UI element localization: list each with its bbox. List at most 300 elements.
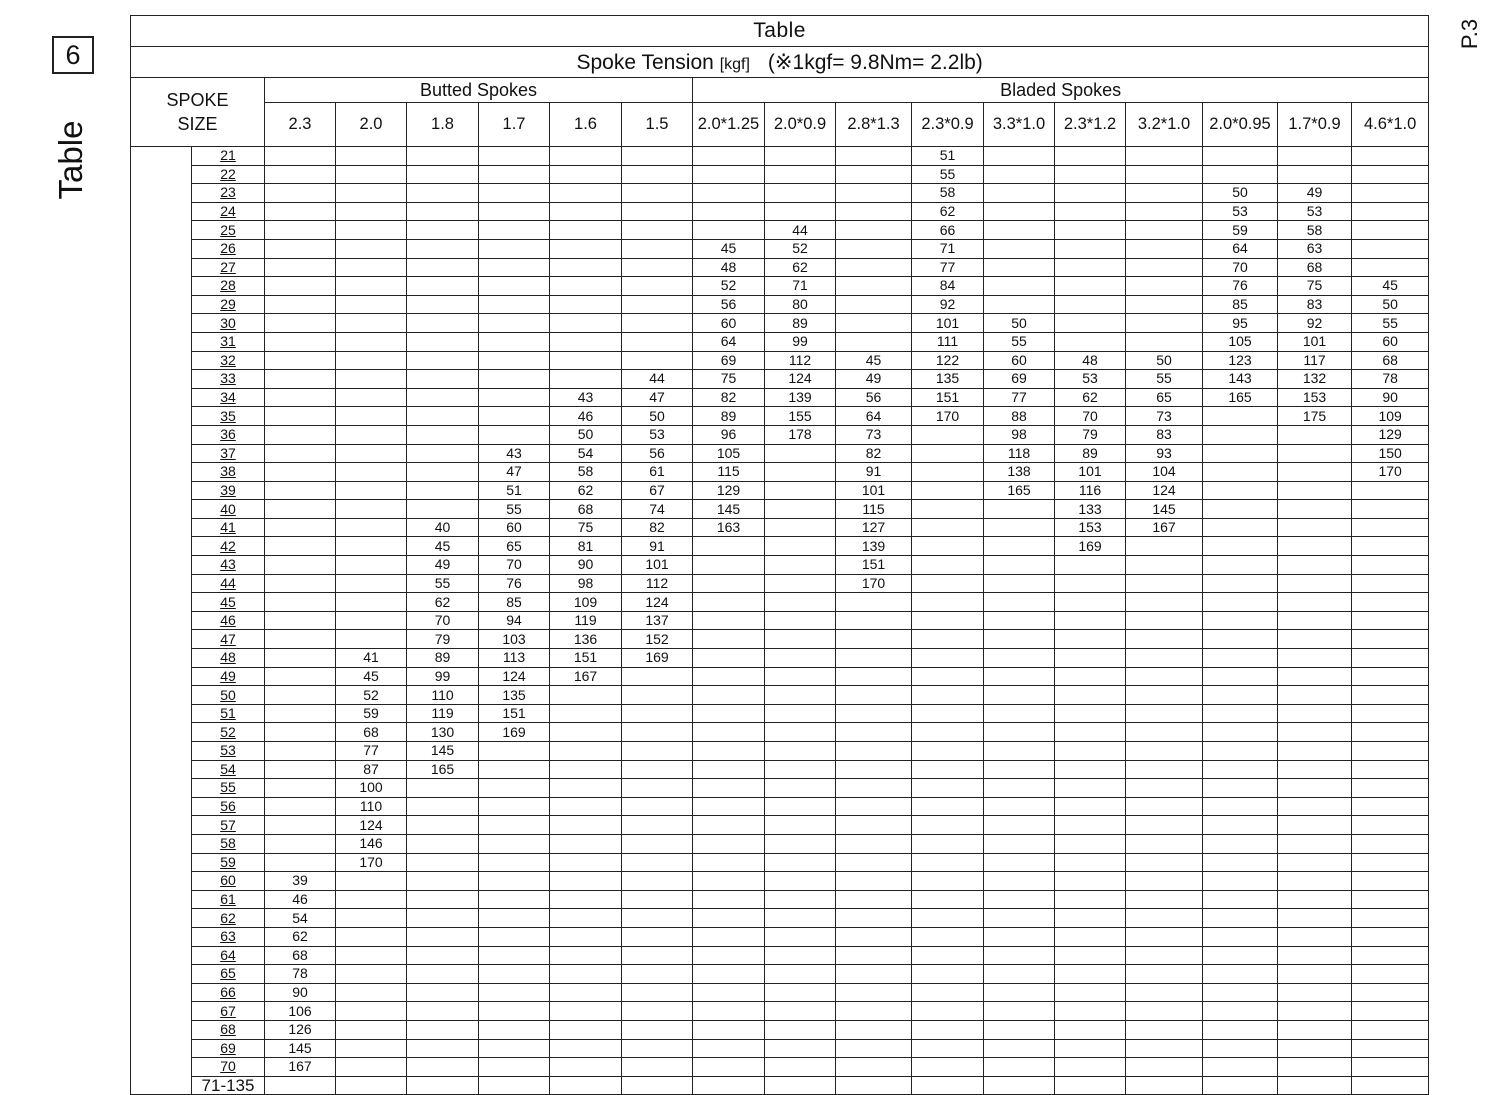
tension-cell bbox=[1352, 593, 1429, 612]
tension-cell bbox=[1203, 872, 1278, 891]
tension-cell bbox=[1278, 574, 1352, 593]
tension-cell bbox=[765, 1039, 836, 1058]
tension-cell bbox=[550, 295, 622, 314]
tension-cell bbox=[1055, 853, 1126, 872]
tension-cell: 62 bbox=[912, 202, 984, 221]
table-row bbox=[131, 797, 1429, 816]
tension-cell bbox=[407, 407, 479, 426]
tension-cell bbox=[1203, 890, 1278, 909]
measured-reading-cell: 29 bbox=[192, 295, 265, 314]
tension-cell bbox=[693, 574, 765, 593]
tension-cell bbox=[836, 258, 912, 277]
measured-reading-cell: 48 bbox=[192, 649, 265, 668]
tension-cell bbox=[1278, 909, 1352, 928]
tension-cell bbox=[912, 704, 984, 723]
tension-cell bbox=[265, 742, 336, 761]
tension-cell bbox=[765, 574, 836, 593]
tension-cell bbox=[912, 444, 984, 463]
tension-cell bbox=[550, 1039, 622, 1058]
tension-cell: 135 bbox=[912, 370, 984, 389]
tension-cell bbox=[1055, 779, 1126, 798]
spoke-size-column-header: 2.3*0.9 bbox=[912, 103, 984, 147]
tension-cell bbox=[1278, 667, 1352, 686]
tension-cell bbox=[1278, 1039, 1352, 1058]
table-title: Table bbox=[131, 16, 1429, 47]
tension-cell bbox=[407, 890, 479, 909]
tension-cell: 52 bbox=[336, 686, 407, 705]
tension-cell bbox=[336, 518, 407, 537]
tension-cell bbox=[912, 1020, 984, 1039]
tension-cell bbox=[1203, 742, 1278, 761]
tension-cell bbox=[1352, 184, 1429, 203]
measured-reading-cell: 60 bbox=[192, 872, 265, 891]
tension-cell bbox=[265, 630, 336, 649]
table-row bbox=[131, 351, 1429, 370]
tension-cell bbox=[1055, 909, 1126, 928]
tension-cell bbox=[1352, 481, 1429, 500]
tension-cell: 77 bbox=[984, 388, 1055, 407]
tension-cell: 167 bbox=[265, 1058, 336, 1077]
tension-cell bbox=[479, 816, 550, 835]
tension-cell bbox=[1203, 537, 1278, 556]
tension-cell: 56 bbox=[622, 444, 693, 463]
tension-cell: 117 bbox=[1278, 351, 1352, 370]
tension-cell bbox=[479, 165, 550, 184]
tension-cell bbox=[622, 351, 693, 370]
tension-cell: 170 bbox=[836, 574, 912, 593]
measured-reading-cell: 63 bbox=[192, 927, 265, 946]
tension-cell bbox=[407, 295, 479, 314]
tension-cell bbox=[1203, 797, 1278, 816]
tension-cell bbox=[550, 983, 622, 1002]
tension-cell bbox=[984, 965, 1055, 984]
tension-cell bbox=[1203, 965, 1278, 984]
tension-cell bbox=[1278, 965, 1352, 984]
tension-cell bbox=[912, 574, 984, 593]
tension-cell: 124 bbox=[765, 370, 836, 389]
tension-cell bbox=[1126, 1076, 1203, 1095]
tension-cell bbox=[479, 425, 550, 444]
tension-cell bbox=[550, 946, 622, 965]
tension-cell bbox=[622, 147, 693, 166]
group-header: Butted Spokes bbox=[265, 78, 693, 103]
tension-cell bbox=[912, 742, 984, 761]
tension-cell bbox=[1203, 927, 1278, 946]
tension-cell: 112 bbox=[765, 351, 836, 370]
tension-cell: 49 bbox=[1278, 184, 1352, 203]
tension-cell: 124 bbox=[479, 667, 550, 686]
tension-cell bbox=[1278, 463, 1352, 482]
tension-cell: 165 bbox=[984, 481, 1055, 500]
tension-cell bbox=[984, 202, 1055, 221]
tension-cell bbox=[622, 816, 693, 835]
tension-cell bbox=[479, 1020, 550, 1039]
size-header-row bbox=[131, 103, 1429, 147]
measured-reading-cell: 37 bbox=[192, 444, 265, 463]
tension-cell bbox=[765, 481, 836, 500]
tension-cell bbox=[693, 760, 765, 779]
tension-cell bbox=[407, 370, 479, 389]
tension-cell: 127 bbox=[836, 518, 912, 537]
tension-cell bbox=[479, 965, 550, 984]
measured-reading-cell: 62 bbox=[192, 909, 265, 928]
spoke-size-column-header: 2.8*1.3 bbox=[836, 103, 912, 147]
tension-cell bbox=[622, 202, 693, 221]
tension-cell bbox=[693, 704, 765, 723]
tension-cell: 116 bbox=[1055, 481, 1126, 500]
table-row bbox=[131, 370, 1429, 389]
tension-cell bbox=[984, 853, 1055, 872]
tension-cell bbox=[1126, 147, 1203, 166]
table-row bbox=[131, 1002, 1429, 1021]
tension-cell bbox=[479, 1058, 550, 1077]
tension-cell: 153 bbox=[1055, 518, 1126, 537]
tension-cell: 68 bbox=[265, 946, 336, 965]
table-row bbox=[131, 239, 1429, 258]
tension-cell bbox=[1278, 611, 1352, 630]
title-row bbox=[131, 16, 1429, 47]
tension-cell bbox=[265, 723, 336, 742]
tension-cell bbox=[407, 165, 479, 184]
tension-cell bbox=[693, 1020, 765, 1039]
tension-cell bbox=[1055, 965, 1126, 984]
tension-cell bbox=[912, 927, 984, 946]
tension-cell bbox=[836, 295, 912, 314]
tension-cell bbox=[336, 593, 407, 612]
tension-cell bbox=[336, 258, 407, 277]
group-header-row bbox=[131, 78, 1429, 103]
tension-cell bbox=[836, 723, 912, 742]
tension-cell: 53 bbox=[1203, 202, 1278, 221]
tension-cell: 70 bbox=[1055, 407, 1126, 426]
tension-cell: 50 bbox=[984, 314, 1055, 333]
tension-cell bbox=[836, 649, 912, 668]
tension-cell: 59 bbox=[1203, 221, 1278, 240]
table-row bbox=[131, 686, 1429, 705]
tension-cell bbox=[693, 537, 765, 556]
tension-cell bbox=[1203, 909, 1278, 928]
tension-cell bbox=[336, 295, 407, 314]
tension-cell bbox=[1352, 742, 1429, 761]
tension-cell bbox=[1055, 667, 1126, 686]
tension-cell: 81 bbox=[550, 537, 622, 556]
tension-cell bbox=[336, 314, 407, 333]
tension-cell bbox=[1203, 686, 1278, 705]
tension-cell bbox=[1055, 704, 1126, 723]
tension-cell bbox=[550, 351, 622, 370]
table-row bbox=[131, 611, 1429, 630]
tension-cell: 79 bbox=[1055, 425, 1126, 444]
tension-cell bbox=[984, 909, 1055, 928]
tension-cell bbox=[265, 239, 336, 258]
tension-cell bbox=[479, 1002, 550, 1021]
tension-cell bbox=[1352, 258, 1429, 277]
tension-cell bbox=[1352, 890, 1429, 909]
tension-cell: 62 bbox=[265, 927, 336, 946]
tension-cell: 146 bbox=[336, 834, 407, 853]
tension-cell bbox=[479, 221, 550, 240]
tension-cell bbox=[336, 351, 407, 370]
tension-cell bbox=[984, 1002, 1055, 1021]
tension-cell bbox=[1203, 500, 1278, 519]
tension-cell: 111 bbox=[912, 332, 984, 351]
tension-cell bbox=[336, 481, 407, 500]
tension-cell bbox=[693, 983, 765, 1002]
table-row bbox=[131, 983, 1429, 1002]
tension-cell bbox=[765, 444, 836, 463]
tension-cell bbox=[1203, 946, 1278, 965]
tension-cell: 124 bbox=[622, 593, 693, 612]
tension-cell bbox=[693, 834, 765, 853]
tension-cell bbox=[265, 667, 336, 686]
tension-cell bbox=[912, 797, 984, 816]
tension-cell: 70 bbox=[1203, 258, 1278, 277]
table-row bbox=[131, 556, 1429, 575]
table-row bbox=[131, 314, 1429, 333]
tension-cell bbox=[1352, 574, 1429, 593]
tension-cell bbox=[550, 890, 622, 909]
tension-cell bbox=[836, 704, 912, 723]
tension-cell bbox=[622, 184, 693, 203]
tension-cell bbox=[912, 481, 984, 500]
tension-cell bbox=[693, 184, 765, 203]
tension-cell bbox=[1126, 853, 1203, 872]
tension-cell bbox=[984, 797, 1055, 816]
tension-cell bbox=[912, 537, 984, 556]
tension-cell bbox=[836, 1058, 912, 1077]
tension-cell: 105 bbox=[1203, 332, 1278, 351]
tension-cell: 68 bbox=[550, 500, 622, 519]
tension-cell bbox=[765, 686, 836, 705]
tension-cell bbox=[622, 1002, 693, 1021]
tension-cell bbox=[765, 872, 836, 891]
tension-cell bbox=[765, 147, 836, 166]
tension-cell: 101 bbox=[1278, 332, 1352, 351]
tension-cell bbox=[1352, 1058, 1429, 1077]
tension-cell bbox=[693, 630, 765, 649]
table-row bbox=[131, 760, 1429, 779]
tension-cell bbox=[265, 779, 336, 798]
tension-cell bbox=[1203, 574, 1278, 593]
tension-cell: 115 bbox=[693, 463, 765, 482]
tension-cell: 99 bbox=[407, 667, 479, 686]
tension-cell bbox=[336, 444, 407, 463]
tension-cell bbox=[336, 388, 407, 407]
table-row bbox=[131, 537, 1429, 556]
tension-cell bbox=[407, 221, 479, 240]
tension-cell bbox=[550, 314, 622, 333]
tension-cell bbox=[765, 649, 836, 668]
tension-cell bbox=[1055, 277, 1126, 296]
tension-cell: 113 bbox=[479, 649, 550, 668]
tension-cell bbox=[1126, 816, 1203, 835]
measured-reading-cell: 52 bbox=[192, 723, 265, 742]
measured-reading-cell: 58 bbox=[192, 834, 265, 853]
tension-cell bbox=[693, 202, 765, 221]
tension-cell bbox=[407, 463, 479, 482]
measured-reading-cell: 41 bbox=[192, 518, 265, 537]
spoke-size-column-header: 1.7 bbox=[479, 103, 550, 147]
tension-cell bbox=[693, 556, 765, 575]
tension-cell bbox=[693, 927, 765, 946]
tension-cell bbox=[1126, 332, 1203, 351]
tension-cell bbox=[336, 946, 407, 965]
tension-cell bbox=[265, 351, 336, 370]
tension-cell: 44 bbox=[765, 221, 836, 240]
tension-cell bbox=[1055, 258, 1126, 277]
tension-cell bbox=[1352, 965, 1429, 984]
tension-cell bbox=[984, 611, 1055, 630]
tension-cell bbox=[984, 667, 1055, 686]
tension-cell bbox=[1203, 1020, 1278, 1039]
tension-cell bbox=[693, 742, 765, 761]
tension-cell: 71 bbox=[912, 239, 984, 258]
tension-cell bbox=[912, 649, 984, 668]
tension-cell bbox=[1352, 165, 1429, 184]
measured-reading-cell: 66 bbox=[192, 983, 265, 1002]
tension-cell bbox=[1055, 1020, 1126, 1039]
tension-cell bbox=[836, 611, 912, 630]
tension-cell bbox=[1055, 221, 1126, 240]
tension-cell: 139 bbox=[765, 388, 836, 407]
tension-cell bbox=[1352, 723, 1429, 742]
tension-cell: 58 bbox=[1278, 221, 1352, 240]
tension-cell bbox=[1126, 258, 1203, 277]
tension-cell bbox=[984, 1076, 1055, 1095]
tension-cell bbox=[984, 686, 1055, 705]
tension-cell bbox=[479, 258, 550, 277]
measured-reading-cell: 61 bbox=[192, 890, 265, 909]
tension-cell bbox=[1278, 1020, 1352, 1039]
tension-cell bbox=[765, 667, 836, 686]
tension-cell bbox=[550, 258, 622, 277]
tension-cell bbox=[550, 723, 622, 742]
tension-cell bbox=[836, 816, 912, 835]
measured-reading-cell: 38 bbox=[192, 463, 265, 482]
tension-cell bbox=[336, 202, 407, 221]
table-row bbox=[131, 388, 1429, 407]
measured-reading-cell: 51 bbox=[192, 704, 265, 723]
spoke-size-column-header: 2.0 bbox=[336, 103, 407, 147]
tension-cell bbox=[622, 723, 693, 742]
tension-cell bbox=[1126, 890, 1203, 909]
spoke-tension-table-frame bbox=[130, 15, 1428, 1095]
tension-cell bbox=[1203, 147, 1278, 166]
tension-cell bbox=[836, 983, 912, 1002]
table-row bbox=[131, 1058, 1429, 1077]
tension-cell: 169 bbox=[1055, 537, 1126, 556]
tension-cell bbox=[407, 258, 479, 277]
tension-cell bbox=[984, 723, 1055, 742]
tension-cell: 69 bbox=[984, 370, 1055, 389]
measured-reading-cell: 65 bbox=[192, 965, 265, 984]
table-row bbox=[131, 742, 1429, 761]
tension-cell bbox=[1352, 649, 1429, 668]
tension-cell bbox=[765, 165, 836, 184]
tension-cell bbox=[1352, 1076, 1429, 1095]
tension-cell bbox=[912, 1058, 984, 1077]
tension-cell bbox=[1126, 872, 1203, 891]
tension-cell bbox=[1126, 1039, 1203, 1058]
table-row bbox=[131, 165, 1429, 184]
tension-cell bbox=[1203, 407, 1278, 426]
measured-reading-cell: 35 bbox=[192, 407, 265, 426]
tension-cell bbox=[1352, 872, 1429, 891]
measured-reading-cell: 71-135 bbox=[192, 1076, 265, 1095]
table-row bbox=[131, 184, 1429, 203]
measured-reading-cell: 68 bbox=[192, 1020, 265, 1039]
tension-cell bbox=[984, 927, 1055, 946]
tension-cell bbox=[836, 1002, 912, 1021]
tension-cell: 110 bbox=[336, 797, 407, 816]
tension-cell bbox=[1352, 537, 1429, 556]
tension-cell bbox=[1055, 649, 1126, 668]
tension-cell bbox=[1126, 834, 1203, 853]
tension-cell bbox=[407, 927, 479, 946]
tension-cell bbox=[336, 370, 407, 389]
tension-cell bbox=[984, 500, 1055, 519]
tension-cell bbox=[1203, 853, 1278, 872]
tension-cell bbox=[765, 816, 836, 835]
tension-cell bbox=[407, 147, 479, 166]
tension-cell bbox=[836, 965, 912, 984]
tension-cell bbox=[1278, 444, 1352, 463]
tension-cell bbox=[984, 537, 1055, 556]
tension-cell bbox=[1352, 834, 1429, 853]
tension-cell bbox=[1055, 239, 1126, 258]
tension-cell bbox=[984, 147, 1055, 166]
tension-cell bbox=[693, 909, 765, 928]
tension-cell bbox=[622, 295, 693, 314]
tension-cell bbox=[265, 295, 336, 314]
tension-cell: 51 bbox=[912, 147, 984, 166]
tension-cell bbox=[622, 1020, 693, 1039]
tension-cell bbox=[1126, 277, 1203, 296]
tension-cell bbox=[836, 593, 912, 612]
tension-cell bbox=[1055, 1076, 1126, 1095]
tension-cell bbox=[265, 221, 336, 240]
tension-cell bbox=[765, 927, 836, 946]
table-row bbox=[131, 481, 1429, 500]
tension-cell bbox=[622, 239, 693, 258]
tension-cell bbox=[765, 593, 836, 612]
measured-reading-cell: 32 bbox=[192, 351, 265, 370]
tension-cell bbox=[1278, 537, 1352, 556]
tension-cell: 43 bbox=[479, 444, 550, 463]
tension-cell: 151 bbox=[912, 388, 984, 407]
tension-cell bbox=[336, 165, 407, 184]
tension-cell: 77 bbox=[912, 258, 984, 277]
tension-cell bbox=[836, 184, 912, 203]
tension-cell bbox=[836, 202, 912, 221]
tension-cell bbox=[1278, 593, 1352, 612]
tension-cell bbox=[622, 221, 693, 240]
spoke-tension-table bbox=[130, 15, 1429, 1095]
tension-cell bbox=[693, 1002, 765, 1021]
tension-cell: 103 bbox=[479, 630, 550, 649]
measured-reading-cell: 70 bbox=[192, 1058, 265, 1077]
tension-cell bbox=[265, 853, 336, 872]
tension-cell: 73 bbox=[836, 425, 912, 444]
tension-cell: 139 bbox=[836, 537, 912, 556]
tension-cell bbox=[407, 872, 479, 891]
tension-cell bbox=[912, 853, 984, 872]
tension-cell: 51 bbox=[479, 481, 550, 500]
tension-cell bbox=[912, 1039, 984, 1058]
tension-cell bbox=[765, 704, 836, 723]
table-row bbox=[131, 1076, 1429, 1095]
tension-cell bbox=[479, 184, 550, 203]
